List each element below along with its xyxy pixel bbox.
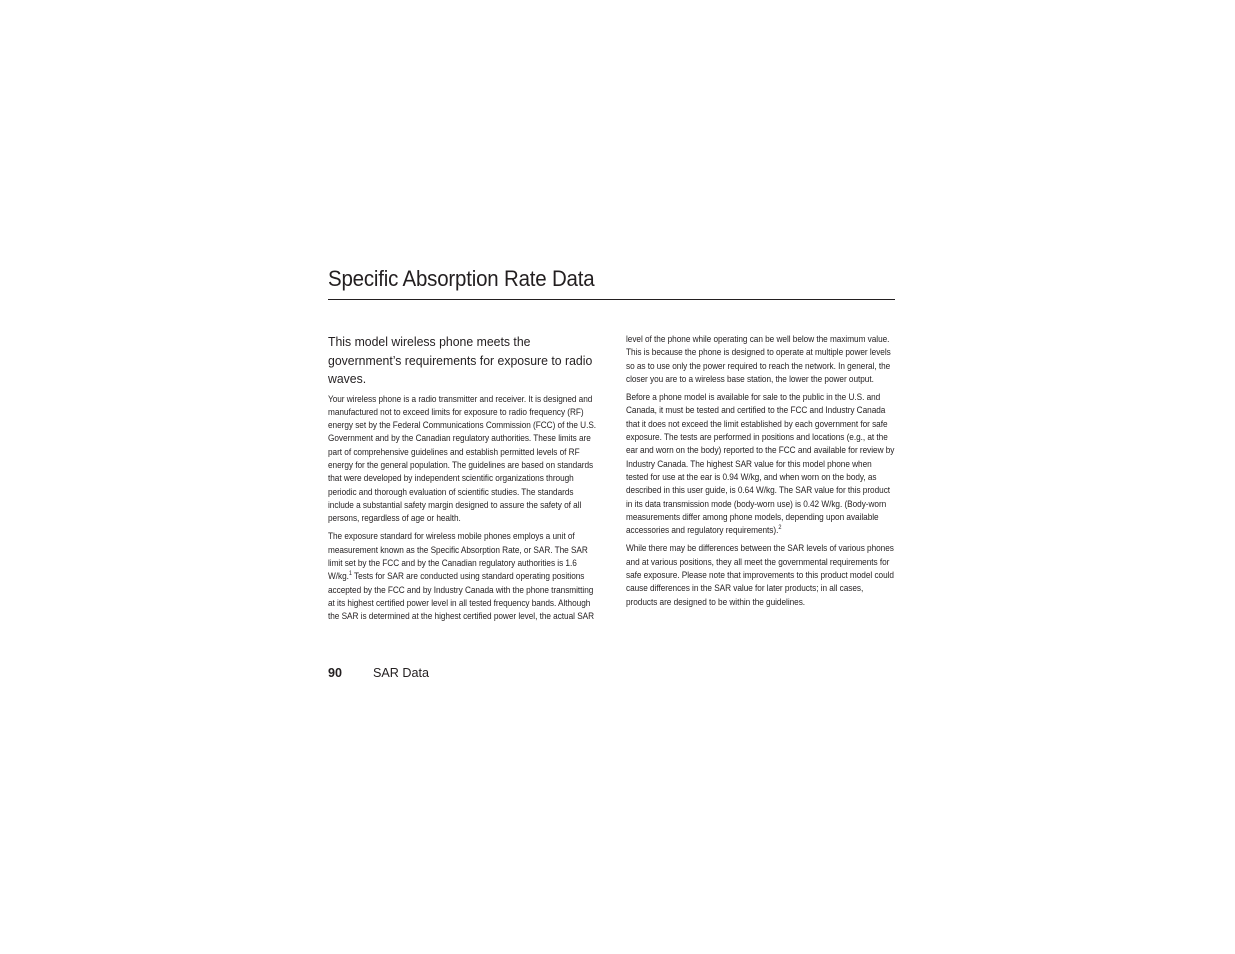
footnote-marker: 1 xyxy=(348,570,352,578)
paragraph-text: Tests for SAR are conducted using standard operating positions accepted by the FCC and by Industry Canada with the phone transmitting at its highest certified power level in all tested frequency bands. Although the SAR is determined at the highest certified power level, the actual SAR xyxy=(328,571,595,623)
paragraph-text: Before a phone model is available for sale to the public in the U.S. and Canada, it must be tested and certified to the FCC and Industry Canada that it does not exceed the limit established by each government for safe exposure. The tests are performed in positions and locations (e.g., at the ear and worn on the body) reported to the FCC and available for review by Industry Canada. The highest SAR value for this model phone when tested for use at the ear is 0.94 W/kg, and when worn on the body, as described in this user guide, is 0.64 W/kg. The SAR value for this product in its data transmission mode (body-worn use) is 0.42 W/kg. (Body-worn measurements differ among phone models, depending upon available accessories and regulatory requirements). xyxy=(626,392,895,537)
paragraph-sar-differences: While there may be differences between the SAR levels of various phones and at various positions, they all meet the governmental requirements for safe exposure. Please note that improvements to this product model could cause differences in the SAR value for later products; in all cases, products are designed to be within the guidelines. xyxy=(626,543,894,608)
title-divider xyxy=(328,299,895,300)
left-column xyxy=(328,333,596,629)
lead-statement: This model wireless phone meets the government’s requirements for exposure to radio waves. xyxy=(328,334,593,386)
page-number: 90 xyxy=(328,666,343,680)
paragraph-certification xyxy=(626,391,896,537)
paragraph-text: The exposure standard for wireless mobile phones employs a unit of measurement known as the Specific Absorption Rate, or SAR. The SAR limit set by the FCC and by the Canadian regulatory authorities is 1.6 W/kg. xyxy=(328,531,588,583)
paragraph-exposure-standard xyxy=(328,530,596,623)
footer-section-name: SAR Data xyxy=(373,666,429,680)
right-column xyxy=(626,333,895,614)
paragraph-rf-exposure-limits: Your wireless phone is a radio transmitter and receiver. It is designed and manufactured not to exceed limits for exposure to radio frequency (RF) energy set by the Federal Communications Commission (FCC) of the U.S. Government and by the Canadian regulatory authorities. These limits are part of comprehensive guidelines and establish permitted levels of RF energy for the general population. The guidelines are based on standards that were developed by independent scientific organizations through periodic and thorough evaluation of scientific studies. The standards include a substantial safety margin designed to assure the safety of all persons, regardless of age or health. xyxy=(328,393,597,525)
footnote-marker: 2 xyxy=(778,524,782,532)
paragraph-power-levels: level of the phone while operating can be well below the maximum value. This is because the phone is designed to operate at multiple power levels so as to use only the power required to reach the network. In general, the closer you are to a wireless base station, the lower the power output. xyxy=(626,334,891,385)
page-title: Specific Absorption Rate Data xyxy=(328,266,595,291)
